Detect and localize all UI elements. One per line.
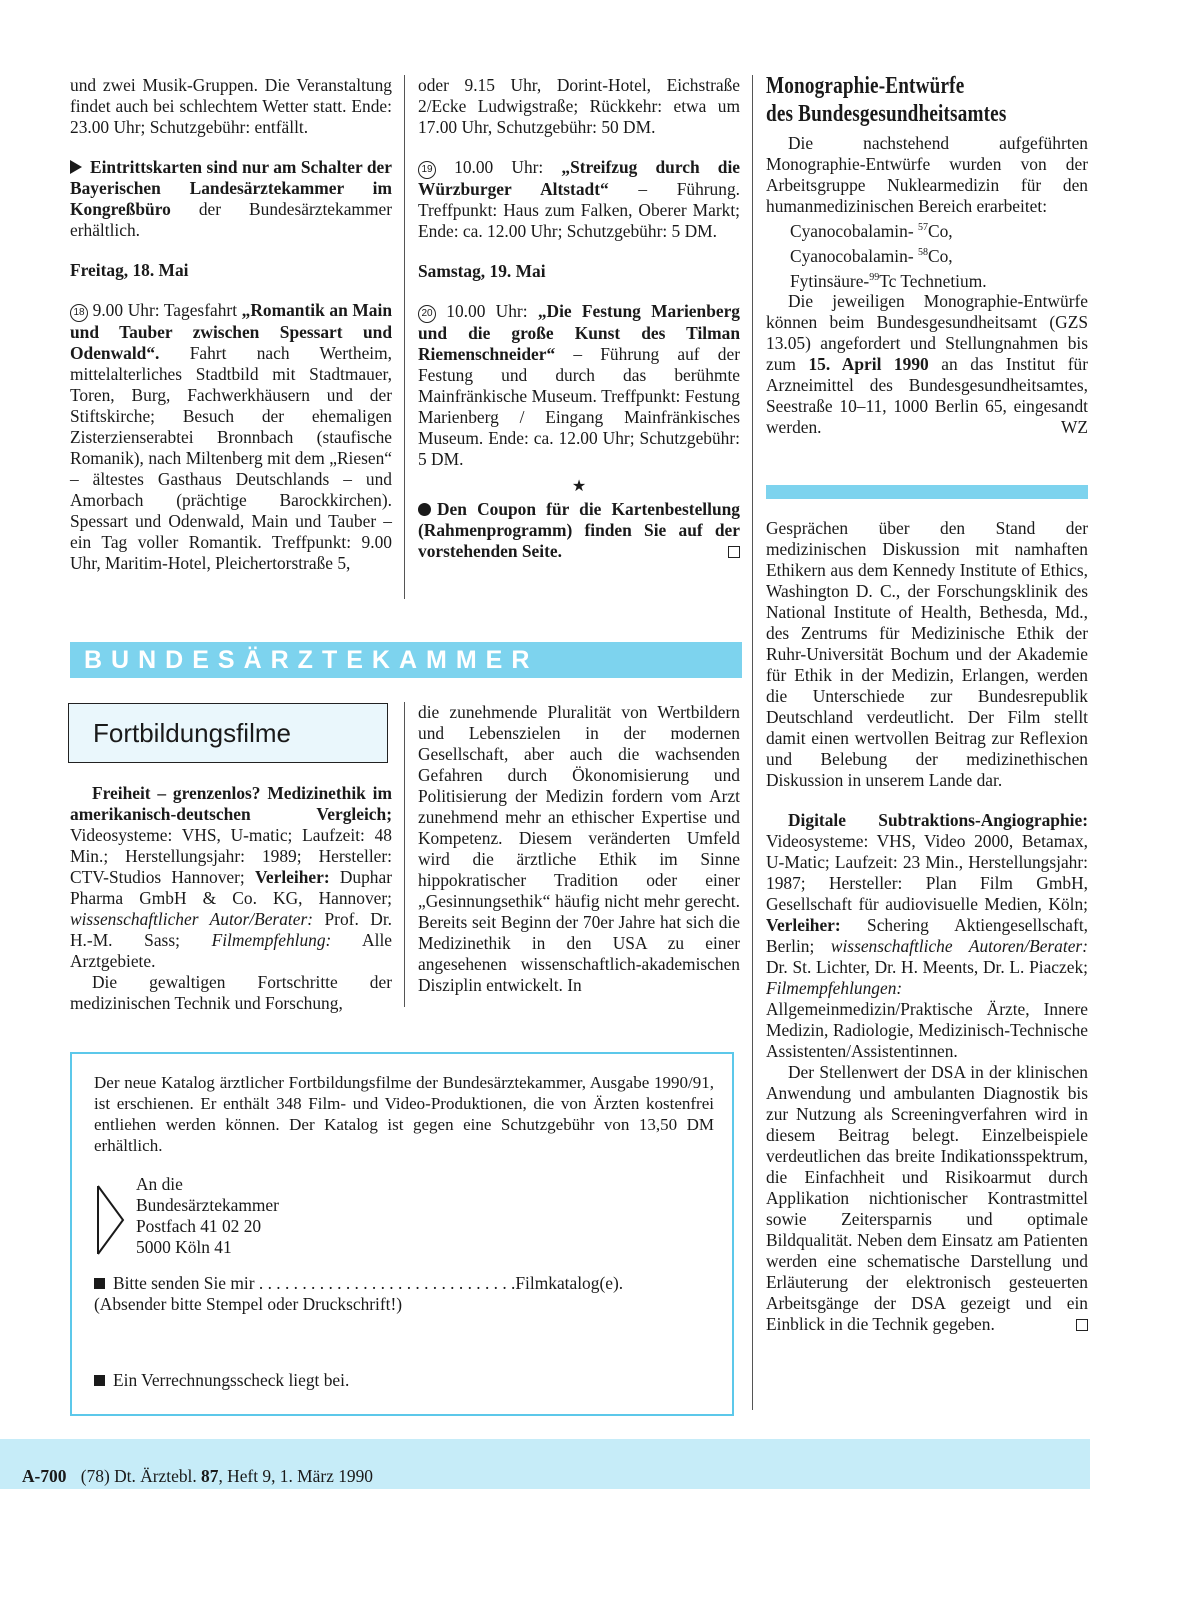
paragraph: oder 9.15 Uhr, Dorint-Hotel, Eichstraße 2/Ecke Ludwigstraße; Rückkehr: etwa um 17.00 Uhr, Schutzgebühr: 50 DM.	[418, 75, 740, 137]
section-title: Fortbildungsfilme	[93, 718, 291, 748]
footer-citation	[22, 1466, 373, 1487]
film-entry: Freiheit – grenzenlos? Medizinethik im amerikanisch-deutschen Vergleich; Videosysteme: VHS, U-matic; Laufzeit: 48 Min.; Herstellungsjahr: 1989; Hersteller: CTV-Studios Hannover; Verleiher: Duphar Pharma GmbH & Co. KG, Hannover; wissenschaftlicher Autor/Berater: Prof. Dr. H.-M. Sass; Filmempfehlung: Alle Arztgebiete.	[70, 783, 392, 971]
number-circle-icon: 18	[70, 304, 88, 322]
section-title-box	[68, 703, 388, 763]
order-box	[70, 1052, 734, 1416]
right-heading	[766, 72, 1067, 128]
right-col-bottom	[766, 518, 1088, 1335]
day-heading: Samstag, 19. Mai	[418, 261, 546, 281]
column-divider	[404, 702, 405, 1007]
citation: (78) Dt. Ärztebl. 87, Heft 9, 1. März 1990	[80, 1466, 373, 1486]
paragraph: und zwei Musik-Gruppen. Die Veranstaltung findet auch bei schlechtem Wetter statt. Ende: 23.00 Uhr; Schutzgebühr: entfällt.	[70, 75, 392, 137]
film-col-1	[70, 783, 392, 1014]
article-heading: Monographie-Entwürfe	[766, 73, 965, 99]
film-entry-dsa: Digitale Subtraktions-Angiographie: Videosysteme: VHS, Video 2000, Betamax, U-Matic; Laufzeit: 23 Min., Herstellungsjahr: 1987; Hersteller: Plan Film GmbH, Gesellschaft für audiovisuelle Medien, Köln; Verleiher: Schering Aktiengesellschaft, Berlin; wissenschaftliche Autoren/Berater: Dr. St. Lichter, Dr. H. Meents, Dr. L. Piaczek; Filmempfehlungen: Allgemeinmedizin/Praktische Ärzte, Innere Medizin, Radiologie, Medizinisch-Technische Assistenten/Assistentinnen.	[766, 810, 1088, 1061]
event-item-19: 19 10.00 Uhr: „Streifzug durch die Würzburger Altstadt“ – Führung. Treffpunkt: Haus zum Falken, Oberer Markt; Ende: ca. 12.00 Uhr; Schutzgebühr: 5 DM.	[418, 157, 740, 241]
address-line: An die	[136, 1174, 183, 1194]
order-request: Bitte senden Sie mir . . . . . . . . . . . . . . . . . . . . . . . . . . . . . .Filmkatalog(e). (Absender bitte Stempel oder Druckschrift!)	[94, 1273, 724, 1315]
paragraph: Eintrittskarten sind nur am Schalter der Bayerischen Landesärztekammer im Kongreßbüro der Bundesärztekammer erhältlich.	[70, 157, 392, 240]
author-sign: WZ	[1060, 417, 1088, 438]
col2-top	[418, 75, 740, 562]
column-divider	[752, 75, 753, 1410]
end-square-icon	[728, 546, 740, 558]
number-circle-icon: 20	[418, 305, 436, 323]
list-item: Fytinsäure-$^{99}$Tc Technetium.	[790, 270, 987, 291]
cheque-line: Ein Verrechnungsscheck liegt bei.	[94, 1370, 349, 1391]
coupon-note: Den Coupon für die Kartenbestellung (Rahmenprogramm) finden Sie auf der vorstehenden Seite.	[418, 499, 740, 561]
paragraph: Die jeweiligen Monographie-Entwürfe können beim Bundesgesundheitsamt (GZS 13.05) angefordert und Stellungnahmen bis zum 15. April 1990 an das Institut für Arzneimittel des Bundesgesundheitsamtes, Seestraße 10–11, 1000 Berlin 65, eingesandt werden. WZ	[766, 291, 1088, 438]
banner-title: BUNDESÄRZTEKAMMER	[84, 646, 539, 674]
section-banner	[70, 642, 742, 678]
paragraph: Der Stellenwert der DSA in der klinischen Anwendung und ambulanten Diagnostik bis zur Nutzung als Screeningverfahren wird in diesem Beitrag belegt. Einzelbeispiele verdeutlichen das breite Indikationsspektrum, die Einfachheit und Risikoarmut durch Applikation nichtionischer Kontrastmittel sowie Zeitersparnis und optimale Bildqualität. Neben dem Einsatz am Patienten werden eine schematische Darstellung und Erläuterung der elektronisch gesteuerten Arbeitsgänge der DSA gezeigt und ein Einblick in die Technik gegeben.	[766, 1062, 1088, 1334]
paragraph: die zunehmende Pluralität von Wertbildern und Lebenszielen in der modernen Gesellschaft, aber auch die wachsenden Gefahren durch Ökonomisierung und Politisierung der Medizin fordern vom Arzt zunehmend mehr an ethischer Expertise und Kompetenz. Diesem veränderten Umfeld wird die ärztliche Ethik im Sinne hippokratischer Tradition oder einer „Gesinnungsethik“ häufig nicht mehr gerecht. Bereits seit Beginn der 70er Jahre hat sich die Medizinethik in den USA zu einer angesehenen wissenschaftlich-akademischen Disziplin entwickelt. In	[418, 702, 740, 995]
address-line: 5000 Köln 41	[136, 1237, 232, 1257]
list-item: Cyanocobalamin- $^{58}$Co,	[790, 245, 953, 266]
address-line: Postfach 41 02 20	[136, 1216, 262, 1236]
column-divider	[404, 75, 405, 599]
end-square-icon	[1076, 1319, 1088, 1331]
request-note: (Absender bitte Stempel oder Druckschrift!)	[94, 1294, 403, 1314]
paragraph: Die gewaltigen Fortschritte der medizinischen Technik und Forschung,	[70, 972, 392, 1013]
film-col-2	[418, 702, 740, 996]
substance-list	[766, 217, 1088, 291]
address-line: Bundesärztekammer	[136, 1195, 279, 1215]
paragraph: Gesprächen über den Stand der medizinischen Diskussion mit namhaften Ethikern aus dem Kennedy Institute of Ethics, Washington D. C., der Forschungsklinik des National Institute of Health, Bethesda, Md., des Zentrums für Medizinische Ethik der Ruhr-Universität Bochum und der Akademie für Ethik in der Medizin, Erlangen, werden die Unterschiede zur Bundesrepublik Deutschland verdeutlicht. Der Film stellt damit einen wertvollen Beitrag zur Reflexion und Belebung der medizinethischen Diskussion in unserem Lande dar.	[766, 518, 1088, 790]
day-heading: Freitag, 18. Mai	[70, 260, 189, 280]
checkbox-square-icon[interactable]	[94, 1375, 105, 1386]
list-item: Cyanocobalamin- $^{57}$Co,	[790, 220, 953, 241]
checkbox-square-icon[interactable]	[94, 1278, 105, 1289]
quantity-field[interactable]: . . . . . . . . . . . . . . . . . . . . . . . . . . . . . .	[258, 1273, 516, 1293]
col1-top	[70, 75, 392, 574]
arrow-marker-icon	[96, 1184, 126, 1256]
star-separator: ★	[571, 478, 587, 495]
address-block	[136, 1174, 279, 1258]
number-circle-icon: 19	[418, 161, 436, 179]
article-heading: des Bundesgesundheitsamtes	[766, 101, 1007, 127]
event-item-20: 20 10.00 Uhr: „Die Festung Marienberg und die große Kunst des Tilman Riemenschneider“ – Führung auf der Festung und durch das berühmte Mainfränkische Museum. Treffpunkt: Festung Marienberg / Eingang Mainfränkisches Museum. Ende: ca. 12.00 Uhr; Schutzgebühr: 5 DM.	[418, 301, 740, 469]
bullet-icon	[418, 503, 431, 516]
arrow-bullet-icon	[70, 160, 82, 174]
event-item-18: 18 9.00 Uhr: Tagesfahrt „Romantik an Main und Tauber zwischen Spessart und Odenwald“. Fahrt nach Wertheim, mittelalterliches Stadtbild mit Stadtmauer, Toren, Burg, Fachwerkhäusern und der Stiftskirche; Besuch der ehemaligen Zisterzienserabtei Bronnbach (staufische Romanik), nach Miltenberg mit dem „Riesen“ – ältestes Gasthaus Deutschlands – und Amorbach (prächtige Barockkirchen). Spessart und Odenwald, Main und Tauber – ein Tag voller Romantik. Treffpunkt: 9.00 Uhr, Maritim-Hotel, Pleichertorstraße 5,	[70, 300, 392, 573]
catalog-text: Der neue Katalog ärztlicher Fortbildungsfilme der Bundesärztekammer, Ausgabe 1990/91, ist erschienen. Er enthält 348 Film- und Video-Produktionen, die von Ärzten kostenfrei entliehen werden können. Der Katalog ist gegen eine Schutzgebühr von 13,50 DM erhältlich.	[94, 1073, 714, 1155]
right-col-top	[766, 133, 1088, 438]
paragraph: Die nachstehend aufgeführten Monographie-Entwürfe wurden von der Arbeitsgruppe Nuklearmedizin für den humanmedizinischen Bereich erarbeitet:	[766, 133, 1088, 216]
page-number: A-700	[22, 1466, 67, 1486]
cyan-bar	[766, 485, 1088, 499]
